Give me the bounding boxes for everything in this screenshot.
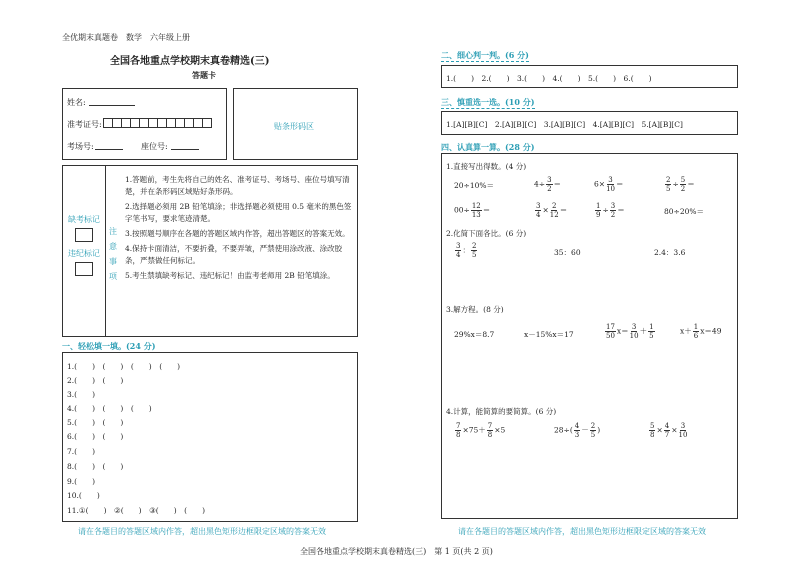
part2-answer-box — [441, 65, 738, 88]
fill-row[interactable]: 9.( ) — [67, 477, 96, 486]
q2-item: 2.4：3.6 — [654, 248, 686, 257]
q1-item: $\frac{2}{5}$ ÷ $\frac{5}{2}$ ＝ — [666, 176, 695, 193]
part3-answer-box — [441, 111, 738, 135]
violation-mark-box[interactable] — [75, 262, 93, 276]
fill-row[interactable]: 3.( ) — [67, 390, 96, 399]
q1-item: 80÷20%＝ — [664, 207, 704, 216]
answer-area-warning-left: 请在各题目的答题区域内作答，超出黑色矩形边框限定区域的答案无效 — [78, 527, 326, 536]
q1-item: $\frac{3}{4}$ × $\frac{2}{12}$ ＝ — [536, 202, 568, 219]
fill-row[interactable]: 5.( ) ( ) — [67, 418, 124, 427]
part4-answer-box — [441, 153, 738, 519]
q4-item: 28÷( $\frac{4}{3}$ － $\frac{2}{5}$ ) — [554, 422, 601, 439]
fill-row[interactable]: 11.①( ) ②( ) ③( ) ( ) — [67, 506, 206, 515]
notice-label: 注 意 事 项 — [109, 227, 117, 281]
page-footer: 全国各地重点学校期末真卷精选(三) 第 1 页(共 2 页) — [300, 547, 493, 556]
part2-heading: 二、细心判一判。(6 分) — [441, 50, 529, 60]
q4-item: $\frac{7}{8}$ ×75＋ $\frac{7}{8}$ ×5 — [456, 422, 506, 439]
absent-mark-box[interactable] — [75, 228, 93, 242]
fill-row[interactable]: 2.( ) ( ) — [67, 376, 124, 385]
ticket-label: 准考证号: — [67, 120, 102, 129]
part3-heading: 三、慎重选一选。(10 分) — [441, 97, 535, 107]
q3-title: 3.解方程。(8 分) — [446, 305, 504, 314]
fill-row[interactable]: 7.( ) — [67, 447, 96, 456]
fill-row[interactable]: 4.( ) ( ) ( ) — [67, 404, 152, 413]
notice-item: 4.保持卡面清洁，不要折叠，不要弄皱，严禁使用涂改液、涂改胶条，严禁做任何标记。 — [125, 244, 343, 265]
seat-field[interactable] — [171, 149, 199, 150]
q4-title: 4.计算，能简算的要简算。(6 分) — [446, 407, 557, 416]
room-field[interactable] — [95, 149, 123, 150]
notice-item: 2.选择题必须用 2B 铅笔填涂；非选择题必须使用 0.5 毫米的黑色签字笔书写，要求笔迹清楚。 — [125, 202, 352, 223]
q1-item: 4÷ $\frac{3}{2}$ ＝ — [534, 176, 562, 193]
student-info-box — [62, 88, 227, 160]
seat-label: 座位号: — [141, 142, 168, 151]
name-field[interactable] — [89, 105, 135, 106]
q1-title: 1.直接写出得数。(4 分) — [446, 162, 527, 171]
series-title: 全优期末真题卷 数学 六年级上册 — [62, 33, 190, 42]
notice-item: 3.按照题号顺序在各题的答题区域内作答，超出答题区的答案无效。 — [125, 229, 350, 238]
fill-row[interactable]: 8.( ) ( ) — [67, 462, 124, 471]
q3-item: x－15%x＝17 — [524, 330, 574, 339]
fill-row[interactable]: 6.( ) ( ) — [67, 432, 124, 441]
violation-mark-label: 违纪标记 — [68, 249, 100, 258]
part4-heading: 四、认真算一算。(28 分) — [441, 142, 535, 152]
marks-column — [63, 166, 106, 336]
q2-title: 2.化简下面各比。(6 分) — [446, 229, 527, 238]
q3-item: x＋ $\frac{1}{6}$ x＝49 — [680, 323, 722, 340]
fill-row[interactable]: 1.( ) ( ) ( ) ( ) — [67, 362, 181, 371]
barcode-label: 贴条形码区 — [274, 122, 314, 131]
page-subtitle: 答题卡 — [192, 70, 216, 80]
part1-answer-box — [62, 352, 358, 522]
name-label: 姓名: — [67, 98, 86, 107]
part1-heading: 一、轻松填一填。(24 分) — [62, 341, 156, 351]
notice-item: 5.考生禁填缺考标记、违纪标记！由监考老师用 2B 铅笔填涂。 — [125, 271, 335, 280]
notice-box — [62, 165, 358, 337]
q4-item: $\frac{5}{8}$ × $\frac{4}{7}$ × $\frac{3}{10}$ — [650, 422, 688, 439]
q1-item: 20÷10%＝ — [454, 181, 494, 190]
answer-area-warning-right: 请在各题目的答题区域内作答，超出黑色矩形边框限定区域的答案无效 — [458, 527, 706, 536]
absent-mark-label: 缺考标记 — [68, 215, 100, 224]
q1-item: $\frac{1}{9}$ ÷ $\frac{3}{2}$ ＝ — [596, 202, 625, 219]
q3-item: 29%x＝8.7 — [454, 330, 495, 339]
choice-row[interactable]: 1.[A][B][C] 2.[A][B][C] 3.[A][B][C] 4.[A][B][C] 5.[A][B][C] — [446, 120, 683, 129]
room-label: 考场号: — [67, 142, 94, 151]
q2-item: 35：60 — [554, 248, 581, 257]
fill-row[interactable]: 10.( ) — [67, 491, 100, 500]
page-title: 全国各地重点学校期末真卷精选(三) — [110, 56, 270, 67]
q1-item: 00÷ $\frac{12}{13}$ ＝ — [454, 202, 491, 219]
judge-row[interactable]: 1.( ) 2.( ) 3.( ) 4.( ) 5.( ) 6.( ) — [446, 74, 652, 83]
q2-item: $\frac{3}{4}$ ： $\frac{2}{5}$ — [456, 242, 477, 259]
notice-items — [125, 174, 353, 285]
notice-item: 1.答题前，考生先将自己的姓名、准考证号、考场号、座位号填写清楚，并在条形码区域贴好条形码。 — [125, 175, 350, 196]
q1-item: 6× $\frac{3}{10}$ ＝ — [594, 176, 624, 193]
barcode-area — [233, 88, 358, 160]
q3-item: $\frac{17}{50}$ x＝ $\frac{3}{10}$ ＋ $\frac{1}{5}$ — [606, 323, 654, 340]
ticket-number-cells[interactable] — [103, 118, 211, 130]
